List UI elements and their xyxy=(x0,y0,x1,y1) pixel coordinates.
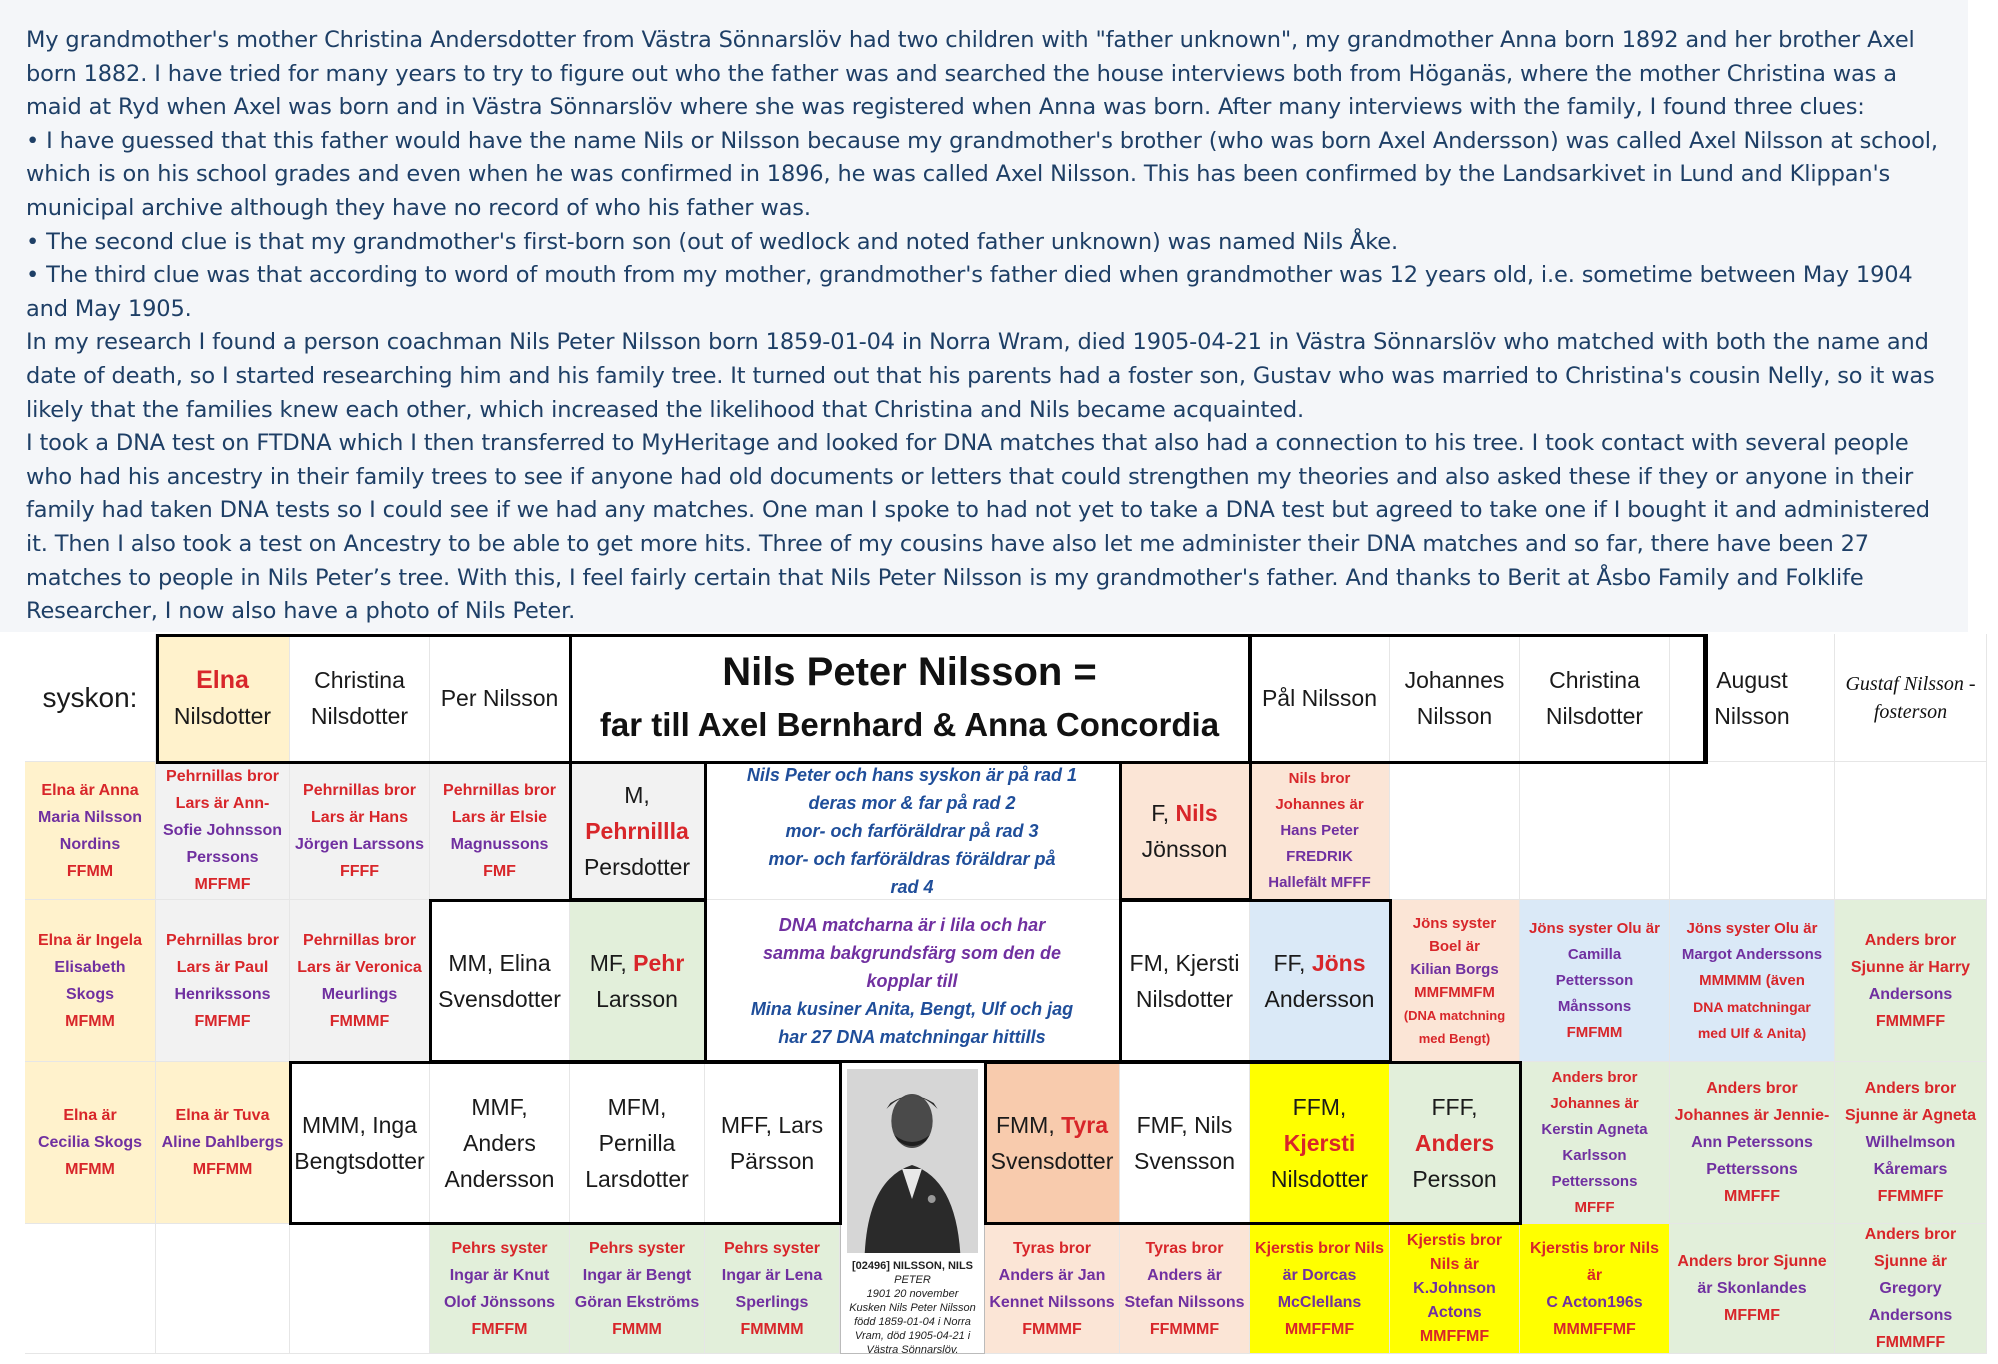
match-lars-paul: Pehrnillas bror Lars är Paul Henrikssons FMFMF xyxy=(156,900,290,1062)
match-elna-anna-maria: Elna är Anna Maria Nilsson Nordins FFMM xyxy=(25,762,156,900)
fff-anders-persson: FFF, Anders Persson xyxy=(1390,1062,1520,1224)
portrait-silhouette-icon xyxy=(847,1069,978,1253)
fm-kjersti-nilsdotter: FM, Kjersti Nilsdotter xyxy=(1120,900,1250,1062)
empty-cell xyxy=(1520,762,1670,900)
syskon-label: syskon: xyxy=(25,634,156,762)
sibling-elna: Elna Nilsdotter xyxy=(156,634,290,762)
match-anders-stefan: Tyras bror Anders är Stefan Nilssons FFMMMF xyxy=(1120,1224,1250,1354)
story-clue-2: • The second clue is that my grandmother's first-born son (out of wedlock and noted father unknown) was named Nils Åke. xyxy=(26,228,1398,255)
empty-cell xyxy=(156,1224,290,1354)
mff-lars-parsson: MFF, Lars Pärsson xyxy=(705,1062,840,1224)
match-sjunne-skonlandes: Anders bror Sjunne är Skonlandes MFFMF xyxy=(1670,1224,1835,1354)
mf-pehr-larsson: MF, Pehr Larsson xyxy=(570,900,705,1062)
sibling-august: August Nilsson xyxy=(1670,634,1835,762)
story-research: In my research I found a person coachman Nils Peter Nilsson born 1859-01-04 in Norra Wram, died 1905-04-21 in Västra Sönnarslöv who matched with both the name and date of death, so I started researching him and his family tree. It turned out that his parents had a foster son, Gustav who was married to Christina's cousin Nelly, so it was likely that the families knew each other, which increased the likelihood that Christina and Nils became acquainted. xyxy=(26,329,1935,423)
match-nils-k-johnson: Kjerstis bror Nils är K.Johnson Actons MMFFMF xyxy=(1390,1224,1520,1354)
mfm-pernilla-larsdotter: MFM, Pernilla Larsdotter xyxy=(570,1062,705,1224)
mm-elina-svensdotter: MM, Elina Svensdotter xyxy=(430,900,570,1062)
empty-cell xyxy=(290,1224,430,1354)
mother-pehrnilla: M, Pehrnillla Persdotter xyxy=(570,762,705,900)
empty-cell xyxy=(1390,762,1520,900)
ffm-kjersti-nilsdotter: FFM, Kjersti Nilsdotter xyxy=(1250,1062,1390,1224)
match-lars-elsie: Pehrnillas bror Lars är Elsie Magnussons FMF xyxy=(430,762,570,900)
sibling-pal: Pål Nilsson xyxy=(1250,634,1390,762)
fmm-tyra-svensdotter: FMM, Tyra Svensdotter xyxy=(985,1062,1120,1224)
match-lars-ann-sofie: Pehrnillas bror Lars är Ann- Sofie Johnsson Perssons MFFMF xyxy=(156,762,290,900)
story-clue-1: • I have guessed that this father would have the name Nils or Nilsson because my grandmother's brother (who was born Axel Andersson) was called Axel Nilsson at school, which is on his school grades and even when he was confirmed in 1896, he was called Axel Nilsson. This has been confirmed by the Landsarkivet in Lund and Klippan's municipal archive although they have no record of who his father was. xyxy=(26,127,1938,221)
story-text-block xyxy=(0,0,1968,632)
match-nils-c-acton: Kjerstis bror Nils är C Acton196s MMMFFMF xyxy=(1520,1224,1670,1354)
empty-cell xyxy=(25,1224,156,1354)
match-elna-ingela: Elna är Ingela Elisabeth Skogs MFMM xyxy=(25,900,156,1062)
empty-cell xyxy=(1670,762,1835,900)
nils-peter-photo xyxy=(840,1062,985,1354)
match-sjunne-agneta: Anders bror Sjunne är Agneta Wilhelmson Kåremars FFMMFF xyxy=(1835,1062,1987,1224)
match-lars-hans-jorgen: Pehrnillas bror Lars är Hans Jörgen Larssons FFFF xyxy=(290,762,430,900)
mmm-inga-bengtsdotter: MMM, Inga Bengtsdotter xyxy=(290,1062,430,1224)
photo-caption: [02496] NILSSON, NILS PETER 1901 20 november Kusken Nils Peter Nilsson född 1859-01-04 i Norra Vram, död 1905-04-21 i Västra Sönnarslöv. xyxy=(849,1260,976,1356)
father-nils-jonsson: F, Nils Jönsson xyxy=(1120,762,1250,900)
match-sjunne-gregory: Anders bror Sjunne är Gregory Andersons FMMMFF xyxy=(1835,1224,1987,1354)
info-rows-note: Nils Peter och hans syskon är på rad 1 deras mor & far på rad 2 mor- och farföräldrar på rad 3 mor- och farföräldras föräldrar på rad 4 xyxy=(705,762,1120,900)
main-title: Nils Peter Nilsson = far till Axel Bernhard & Anna Concordia xyxy=(570,634,1250,762)
match-boel-kilian: Jöns syster Boel är Kilian Borgs MMFMMFM (DNA matchning med Bengt) xyxy=(1390,900,1520,1062)
empty-cell xyxy=(1835,762,1987,900)
match-sjunne-harry: Anders bror Sjunne är Harry Andersons FMMMFF xyxy=(1835,900,1987,1062)
match-elna-tuva: Elna är Tuva Aline Dahlbergs MFFMM xyxy=(156,1062,290,1224)
match-johannes-hans-peter: Nils bror Johannes är Hans Peter FREDRIK Hallefält MFFF xyxy=(1250,762,1390,900)
sibling-per: Per Nilsson xyxy=(430,634,570,762)
match-ingar-knut: Pehrs syster Ingar är Knut Olof Jönssons FMFFM xyxy=(430,1224,570,1354)
match-lars-veronica: Pehrnillas bror Lars är Veronica Meurlings FMMMF xyxy=(290,900,430,1062)
match-olu-camilla: Jöns syster Olu är Camilla Pettersson Månssons FMFMM xyxy=(1520,900,1670,1062)
match-anders-jan-kennet: Tyras bror Anders är Jan Kennet Nilssons FMMMF xyxy=(985,1224,1120,1354)
match-ingar-lena: Pehrs syster Ingar är Lena Sperlings FMMMM xyxy=(705,1224,840,1354)
match-nils-dorcas: Kjerstis bror Nils är Dorcas McClellans MMFFMF xyxy=(1250,1224,1390,1354)
match-johannes-kerstin: Anders bror Johannes är Kerstin Agneta Karlsson Petterssons MFFF xyxy=(1520,1062,1670,1224)
match-ingar-bengt: Pehrs syster Ingar är Bengt Göran Ekströms FMMM xyxy=(570,1224,705,1354)
match-johannes-jennie-ann: Anders bror Johannes är Jennie- Ann Peterssons Petterssons MMFFF xyxy=(1670,1062,1835,1224)
sibling-johannes: Johannes Nilsson xyxy=(1390,634,1520,762)
fmf-nils-svensson: FMF, Nils Svensson xyxy=(1120,1062,1250,1224)
sibling-christina: Christina Nilsdotter xyxy=(290,634,430,762)
family-tree-table xyxy=(25,634,1987,1354)
sibling-christina-2: Christina Nilsdotter xyxy=(1520,634,1670,762)
story-clue-3: • The third clue was that according to word of mouth from my mother, grandmother's father died when grandmother was 12 years old, i.e. sometime between May 1904 and May 1905. xyxy=(26,262,1913,322)
dna-note: DNA matcharna är i lila och har samma bakgrundsfärg som den de kopplar till Mina kusiner Anita, Bengt, Ulf och jag har 27 DNA matchningar hittills xyxy=(705,900,1120,1062)
story-dna: I took a DNA test on FTDNA which I then transferred to MyHeritage and looked for DNA matches that also had a connection to his tree. I took contact with several people who had his ancestry in their family trees to see if anyone had old documents or letters that could strengthen my theories and also asked these if they or anyone in their family had taken DNA tests so I could see if we had any matches. One man I spoke to had not yet to take a DNA test but agreed to take one if I bought it and administered it. Then I also took a test on Ancestry to be able to get more hits. Three of my cousins have also let me administer their DNA matches and so far, there have been 27 matches to people in Nils Peter’s tree. With this, I feel fairly certain that Nils Peter Nilsson is my grandmother's father. And thanks to Berit at Åsbo Family and Folklife Researcher, I now also have a photo of Nils Peter. xyxy=(26,430,1930,625)
ff-jons-andersson: FF, Jöns Andersson xyxy=(1250,900,1390,1062)
foster-son-gustaf: Gustaf Nilsson - fosterson xyxy=(1835,634,1987,762)
story-intro: My grandmother's mother Christina Andersdotter from Västra Sönnarslöv had two children with "father unknown", my grandmother Anna born 1892 and her brother Axel born 1882. I have tried for many years to try to figure out who the father was and searched the house interviews both from Höganäs, where the mother Christina was a maid at Ryd when Axel was born and in Västra Sönnarslöv where she was registered when Anna was born. After many interviews with the family, I found three clues: xyxy=(26,27,1915,121)
match-elna-cecilia: Elna är Cecilia Skogs MFMM xyxy=(25,1062,156,1224)
match-olu-margot: Jöns syster Olu är Margot Anderssons MMMMM (även DNA matchningar med Ulf & Anita) xyxy=(1670,900,1835,1062)
mmf-anders-andersson: MMF, Anders Andersson xyxy=(430,1062,570,1224)
portrait-image xyxy=(847,1069,978,1253)
